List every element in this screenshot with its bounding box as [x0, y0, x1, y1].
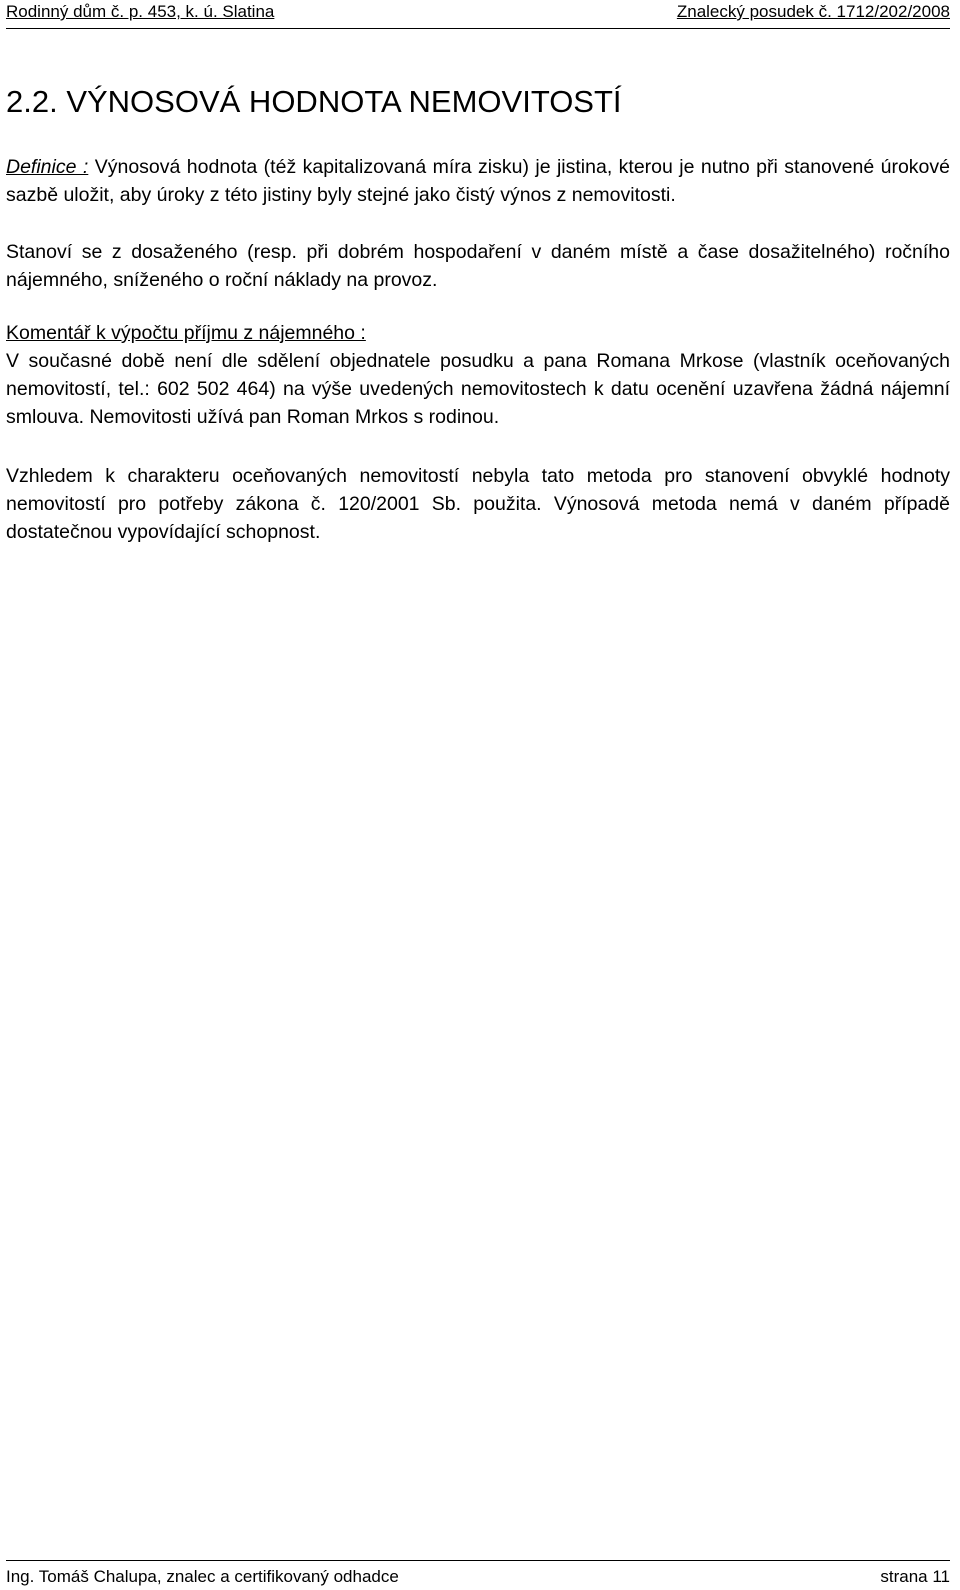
header-report-number: Znalecký posudek č. 1712/202/2008 — [676, 2, 950, 21]
determination-paragraph: Stanoví se z dosaženého (resp. při dobrém hospodaření v daném místě a čase dosažitelného) ročního nájemného, sníženého o roční náklady na provoz. — [6, 241, 950, 291]
definition-text: Výnosová hodnota (též kapitalizovaná míra zisku) je jistina, kterou je nutno při stanovené úrokové sazbě uložit, aby úroky z této jistiny byly stejné jako čistý výnos z nemovitosti. — [6, 156, 950, 206]
comment-text: V současné době není dle sdělení objednatele posudku a pana Romana Mrkose (vlastník oceňovaných nemovitostí, tel.: 602 502 464) na výše uvedených nemovitostech k datu ocenění uzavřena žádná nájemní smlouva. Nemovitosti užívá pan Roman Mrkos s rodinou. — [6, 350, 950, 428]
conclusion-paragraph: Vzhledem k charakteru oceňovaných nemovitostí nebyla tato metoda pro stanovení obvyklé hodnoty nemovitostí pro potřeby zákona č. 120/2001 Sb. použita. Výnosová metoda nemá v daném případě dostatečnou vypovídající schopnost. — [6, 465, 950, 543]
definition-paragraph — [6, 153, 950, 209]
header-property-label: Rodinný dům č. p. 453, k. ú. Slatina — [6, 2, 275, 21]
comment-block — [6, 319, 950, 431]
page-header — [6, 0, 950, 29]
section-title: 2.2. VÝNOSOVÁ HODNOTA NEMOVITOSTÍ — [6, 84, 622, 119]
footer-author: Ing. Tomáš Chalupa, znalec a certifikovaný odhadce — [6, 1567, 399, 1586]
comment-label: Komentář k výpočtu příjmu z nájemného : — [6, 322, 366, 344]
footer-page-number: strana 11 — [880, 1567, 950, 1586]
definition-label: Definice : — [6, 156, 89, 178]
page-footer — [6, 1560, 950, 1590]
